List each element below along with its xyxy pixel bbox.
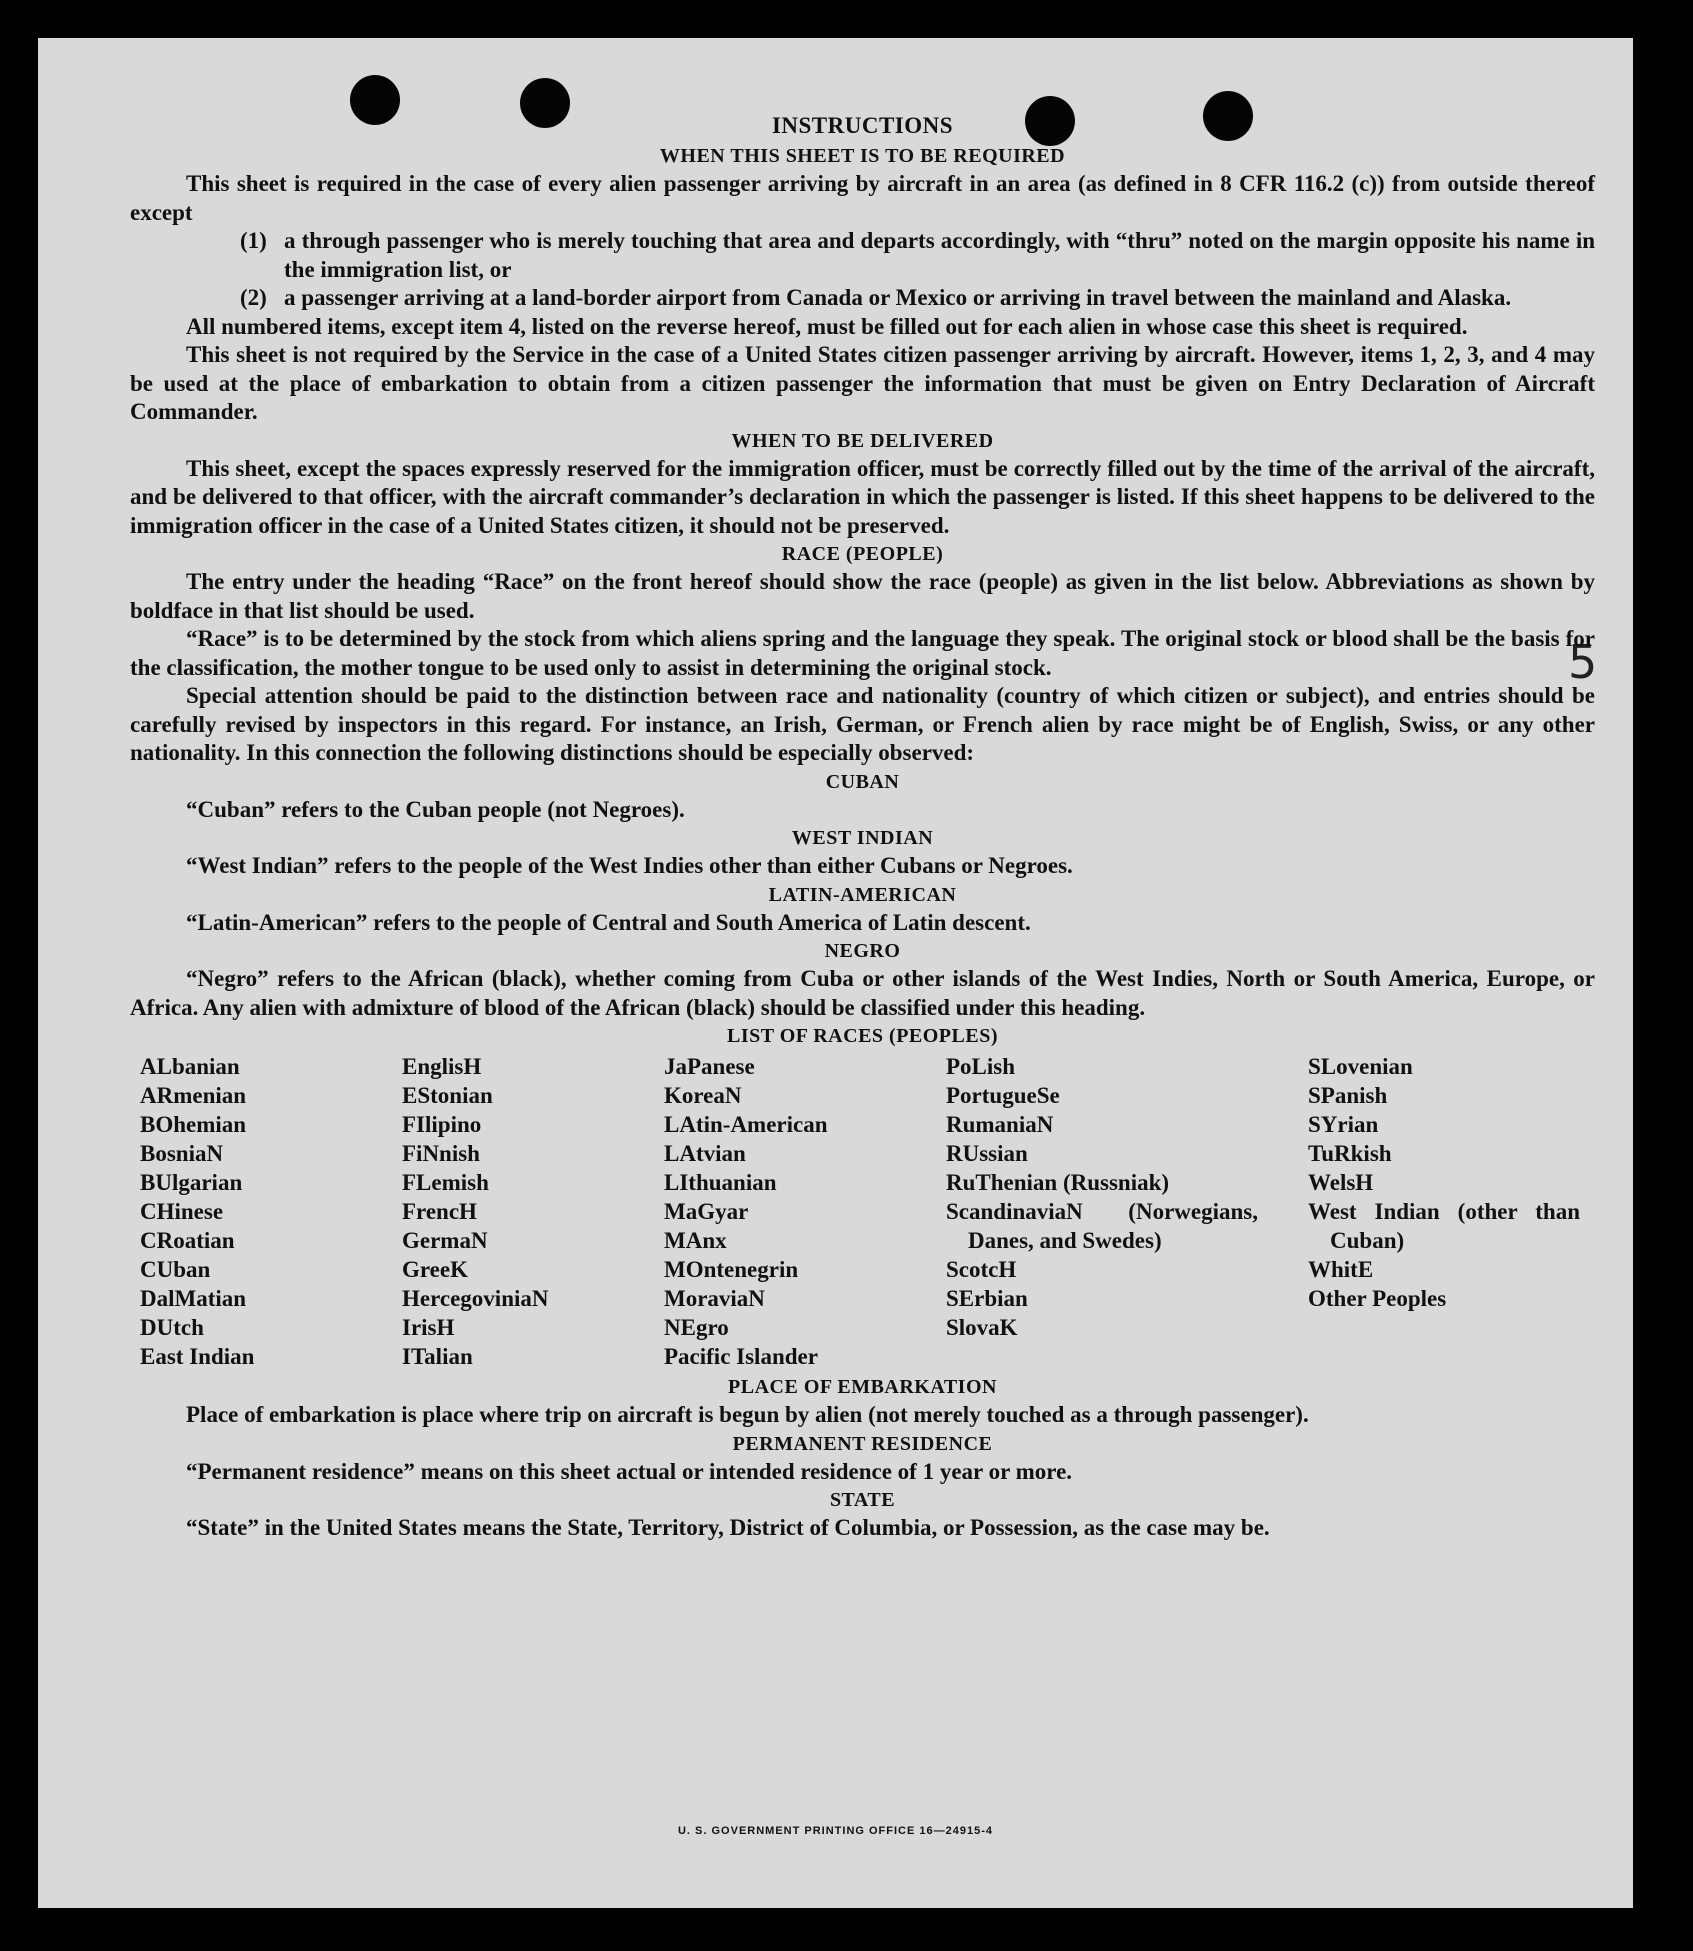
race-entry: BOhemian: [140, 1112, 247, 1137]
race-column: [402, 1052, 664, 1371]
paragraph: The entry under the heading “Race” on the front hereof should show the race (people) as given in the list below. Abbreviations as shown by boldface in that list should be used.: [130, 569, 1595, 623]
race-list: [140, 1052, 1595, 1371]
race-entry: FrencH: [402, 1199, 477, 1224]
race-entry: GreeK: [402, 1257, 468, 1282]
paragraph: “Permanent residence” means on this sheet actual or intended residence of 1 year or more.: [186, 1458, 1073, 1484]
race-entry: Other Peoples: [1308, 1286, 1447, 1311]
item-number: (2): [240, 285, 267, 310]
section-heading: PLACE OF EMBARKATION: [728, 1376, 997, 1398]
race-entry: FLemish: [402, 1170, 489, 1195]
race-entry: LAtin-American: [664, 1112, 828, 1137]
race-entry: SlovaK: [946, 1315, 1018, 1340]
race-entry: ALbanian: [140, 1054, 240, 1079]
race-entry: MaGyar: [664, 1199, 749, 1224]
paragraph: This sheet is not required by the Service in the case of a United States citizen passenger arriving by aircraft. However, items 1, 2, 3, and 4 may be used at the place of embarkation to obtain from a citizen passenger the information that must be given on Entry Declaration of Aircraft Commander.: [130, 342, 1595, 424]
race-entry: SLovenian: [1308, 1054, 1413, 1079]
paragraph: “West Indian” refers to the people of the West Indies other than either Cubans or Negroes.: [186, 853, 1073, 878]
paragraph: All numbered items, except item 4, listed on the reverse hereof, must be filled out for each alien in whose case this sheet is required.: [186, 313, 1468, 339]
race-entry: ARmenian: [140, 1083, 247, 1108]
race-entry: WhitE: [1308, 1257, 1374, 1282]
race-entry: CRoatian: [140, 1228, 235, 1253]
paragraph: “Latin-American” refers to the people of Central and South America of Latin descent.: [186, 909, 1031, 935]
section-heading: WEST INDIAN: [791, 827, 934, 849]
race-column: [946, 1052, 1308, 1371]
race-entry: CUban: [140, 1257, 211, 1282]
section-heading: STATE: [829, 1489, 896, 1511]
section-heading: PERMANENT RESIDENCE: [732, 1432, 993, 1455]
race-entry: ScandinaviaN (Norwegians, Danes, and Swedes): [946, 1199, 1258, 1253]
race-entry: FiNnish: [402, 1141, 480, 1166]
race-entry: RumaniaN: [946, 1112, 1054, 1137]
printer-imprint: U. S. GOVERNMENT PRINTING OFFICE 16—24915-4: [677, 1825, 993, 1837]
numbered-item: [130, 227, 1595, 284]
race-entry: CHinese: [140, 1199, 224, 1224]
race-entry: PoLish: [946, 1054, 1016, 1079]
race-entry: MOntenegrin: [664, 1257, 799, 1282]
section-heading: NEGRO: [824, 940, 901, 962]
race-entry: MoraviaN: [664, 1286, 765, 1311]
race-column: [1308, 1052, 1580, 1371]
race-entry: DalMatian: [140, 1286, 247, 1311]
race-entry: DUtch: [140, 1315, 204, 1340]
paragraph: Special attention should be paid to the distinction between race and nationality (country of which citizen or subject), and entries should be carefully revised by inspectors in this regard. For instance, an Irish, German, or French alien by race might be of English, Swiss, or any other nationality. In this connection the following distinctions should be especially observed:: [130, 683, 1595, 765]
race-column: [140, 1052, 402, 1371]
race-entry: TuRkish: [1308, 1141, 1392, 1166]
paragraph: “Negro” refers to the African (black), whether coming from Cuba or other islands of the West Indies, North or South America, Europe, or Africa. Any alien with admixture of blood of the African (black) should be classified under this heading.: [130, 966, 1595, 1020]
race-entry: ITalian: [402, 1344, 473, 1369]
race-entry: MAnx: [664, 1228, 727, 1253]
page-title: INSTRUCTIONS: [771, 113, 954, 138]
race-entry: West Indian (other than Cuban): [1308, 1199, 1580, 1253]
race-entry: NEgro: [664, 1315, 729, 1340]
race-entry: SErbian: [946, 1286, 1028, 1311]
section-heading: LIST OF RACES (PEOPLES): [726, 1025, 998, 1047]
paragraph: This sheet is required in the case of every alien passenger arriving by aircraft in an area (as defined in 8 CFR 116.2 (c)) from outside thereof except: [130, 171, 1595, 225]
section-heading: WHEN THIS SHEET IS TO BE REQUIRED: [659, 145, 1066, 167]
paragraph: “Race” is to be determined by the stock from which aliens spring and the language they speak. The original stock or blood shall be the basis for the classification, the mother tongue to be used only to assist in determining the original stock.: [130, 626, 1595, 680]
race-entry: BUlgarian: [140, 1170, 243, 1195]
race-entry: ScotcH: [946, 1257, 1017, 1282]
race-entry: JaPanese: [664, 1054, 755, 1079]
race-entry: EStonian: [402, 1083, 493, 1108]
race-entry: LAtvian: [664, 1141, 746, 1166]
race-entry: East Indian: [140, 1344, 255, 1369]
race-entry: BosniaN: [140, 1141, 224, 1166]
item-text: a passenger arriving at a land-border airport from Canada or Mexico or arriving in travel between the mainland and Alaska.: [284, 285, 1512, 310]
race-entry: EnglisH: [402, 1054, 482, 1079]
race-column: [664, 1052, 946, 1371]
instructions-text: [130, 110, 1598, 1543]
race-entry: SYrian: [1308, 1112, 1379, 1137]
race-entry: PortugueSe: [946, 1083, 1060, 1108]
paragraph: “State” in the United States means the State, Territory, District of Columbia, or Possession, as the case may be.: [186, 1515, 1270, 1540]
item-number: (1): [240, 228, 267, 253]
race-entry: KoreaN: [664, 1083, 742, 1108]
paragraph: This sheet, except the spaces expressly reserved for the immigration officer, must be correctly filled out by the time of the arrival of the aircraft, and be delivered to that officer, with the aircraft commander’s declaration in which the passenger is listed. If this sheet happens to be delivered to the immigration officer in the case of a United States citizen, it should not be preserved.: [130, 455, 1595, 538]
section-heading: CUBAN: [825, 770, 900, 793]
document-sheet: [38, 38, 1633, 1908]
handwritten-margin-mark: 5: [1568, 635, 1598, 689]
race-entry: Pacific Islander: [664, 1344, 818, 1369]
race-entry: GermaN: [402, 1228, 488, 1253]
race-entry: LIthuanian: [664, 1170, 777, 1195]
paragraph: “Cuban” refers to the Cuban people (not Negroes).: [186, 796, 685, 822]
race-entry: FIlipino: [402, 1112, 482, 1137]
race-entry: IrisH: [402, 1315, 455, 1340]
paragraph: Place of embarkation is place where trip on aircraft is begun by alien (not merely touched as a through passenger).: [186, 1402, 1309, 1427]
section-heading: RACE (PEOPLE): [781, 543, 944, 565]
race-entry: SPanish: [1308, 1083, 1388, 1108]
race-entry: WelsH: [1308, 1170, 1374, 1195]
numbered-item: [130, 284, 1595, 313]
race-entry: RUssian: [946, 1141, 1028, 1166]
section-heading: WHEN TO BE DELIVERED: [731, 429, 994, 452]
race-entry: HercegoviniaN: [402, 1286, 549, 1311]
race-entry: RuThenian (Russniak): [946, 1170, 1170, 1195]
section-heading: LATIN-AMERICAN: [768, 883, 957, 906]
item-text: a through passenger who is merely touching that area and departs accordingly, with “thru” noted on the margin opposite his name in the immigration list, or: [284, 228, 1595, 282]
